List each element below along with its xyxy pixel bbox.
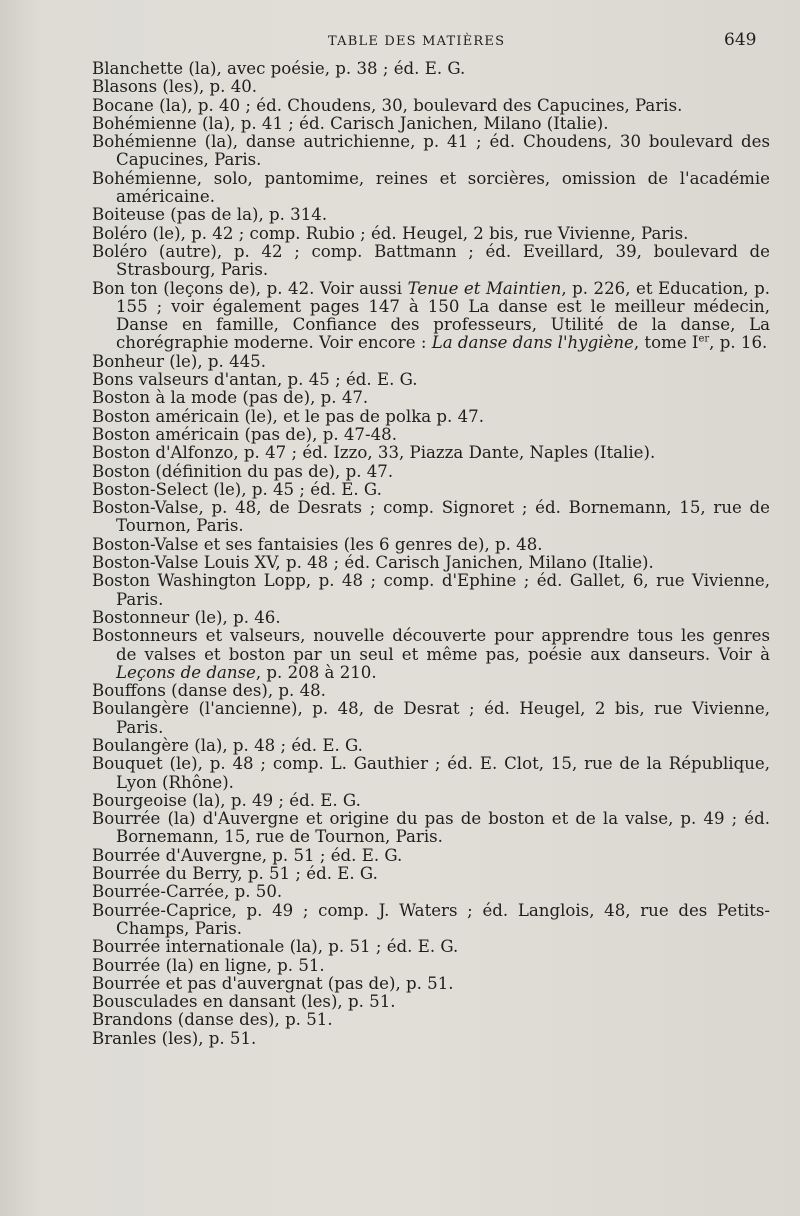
entry-text: Boston américain (pas de), p. 47-48. <box>92 424 397 444</box>
index-entry <box>92 609 770 627</box>
entry-text: Bourrée et pas d'auvergnat (pas de), p. 51. <box>92 973 454 993</box>
index-entry <box>92 957 770 975</box>
index-entry <box>92 682 770 700</box>
entry-text: Bohémienne (la), danse autrichienne, p. 41 ; éd. Choudens, 30 boulevard des Capucines, Paris. <box>92 132 770 170</box>
index-entry <box>92 444 770 462</box>
entry-text: Bohémienne (la), p. 41 ; éd. Carisch Janichen, Milano (Italie). <box>92 113 609 133</box>
page-header <box>0 30 800 52</box>
entry-text: Boston-Valse, p. 48, de Desrats ; comp. Signoret ; éd. Bornemann, 15, rue de Tournon, Paris. <box>92 498 770 536</box>
index-entry <box>92 627 770 682</box>
index-entry <box>92 865 770 883</box>
index-entry <box>92 847 770 865</box>
index-entry <box>92 481 770 499</box>
index-entry <box>92 243 770 280</box>
entry-italic-title: Leçons de danse <box>116 662 256 682</box>
index-entry <box>92 737 770 755</box>
entry-text: Branles (les), p. 51. <box>92 1028 257 1048</box>
entry-text: Brandons (danse des), p. 51. <box>92 1010 333 1030</box>
entry-text: Bonheur (le), p. 445. <box>92 351 267 371</box>
index-entries <box>92 60 770 1048</box>
index-entry <box>92 536 770 554</box>
index-entry <box>92 225 770 243</box>
index-entry <box>92 280 770 353</box>
entry-text: Bocane (la), p. 40 ; éd. Choudens, 30, boulevard des Capucines, Paris. <box>92 95 683 115</box>
entry-text: , p. 208 à 210. <box>255 662 377 682</box>
entry-text: Boiteuse (pas de la), p. 314. <box>92 205 328 225</box>
index-entry <box>92 792 770 810</box>
entry-text: Blasons (les), p. 40. <box>92 77 258 97</box>
entry-text: Bostonneurs et valseurs, nouvelle découverte pour apprendre tous les genres de valses et boston par un seul et même pas, poésie aux danseurs. Voir à <box>92 626 770 664</box>
entry-text: Boston Washington Lopp, p. 48 ; comp. d'Ephine ; éd. Gallet, 6, rue Vivienne, Paris. <box>92 571 770 609</box>
entry-text: Bourrée du Berry, p. 51 ; éd. E. G. <box>92 864 378 884</box>
index-entry <box>92 353 770 371</box>
entry-superscript: er <box>698 333 710 345</box>
index-entry <box>92 700 770 737</box>
index-entry <box>92 554 770 572</box>
index-entry <box>92 115 770 133</box>
entry-text: Boléro (autre), p. 42 ; comp. Battmann ; éd. Eveillard, 39, boulevard de Strasbourg, Paris. <box>92 241 770 280</box>
entry-text: , p. 226, et Education, p. 155 ; voir également pages 147 à 150 La danse est le meilleur médecin, Danse en famille, Confiance des professeurs, Utilité de la danse, La chorégraphie moderne. Voir encore : <box>116 278 770 353</box>
entry-text: Bourrée-Caprice, p. 49 ; comp. J. Waters ; éd. Langlois, 48, rue des Petits-Champs, Paris. <box>92 900 770 938</box>
entry-italic-title: La danse dans l'hygiène <box>431 333 634 353</box>
entry-italic-title: Tenue et Maintien <box>407 278 562 298</box>
index-entry <box>92 938 770 956</box>
entry-text: Blanchette (la), avec poésie, p. 38 ; éd. E. G. <box>92 59 466 78</box>
index-entry <box>92 1011 770 1029</box>
index-entry <box>92 97 770 115</box>
entry-text: Bons valseurs d'antan, p. 45 ; éd. E. G. <box>92 370 418 390</box>
index-entry <box>92 810 770 847</box>
index-entry <box>92 60 770 78</box>
index-entry <box>92 975 770 993</box>
index-entry <box>92 755 770 792</box>
entry-text: Boston à la mode (pas de), p. 47. <box>92 388 369 408</box>
index-entry <box>92 170 770 207</box>
index-entry <box>92 206 770 224</box>
running-title: TABLE DES MATIÈRES <box>328 34 506 49</box>
entry-text: Boston-Valse Louis XV, p. 48 ; éd. Carisch Janichen, Milano (Italie). <box>92 553 654 573</box>
entry-text: Boston d'Alfonzo, p. 47 ; éd. Izzo, 33, Piazza Dante, Naples (Italie). <box>92 443 656 463</box>
entry-text: Boulangère (l'ancienne), p. 48, de Desrat ; éd. Heugel, 2 bis, rue Vivienne, Paris. <box>92 699 770 737</box>
entry-text: Bourrée-Carrée, p. 50. <box>92 882 283 902</box>
entry-text: Bouquet (le), p. 48 ; comp. L. Gauthier ; éd. E. Clot, 15, rue de la République, Lyon (Rhône). <box>92 754 770 792</box>
entry-text: Bon ton (leçons de), p. 42. Voir aussi <box>92 278 408 298</box>
entry-text: Bourrée (la) d'Auvergne et origine du pas de boston et de la valse, p. 49 ; éd. Bornemann, 15, rue de Tournon, Paris. <box>92 809 770 847</box>
entry-text: Bohémienne, solo, pantomime, reines et sorcières, omission de l'académie américaine. <box>92 168 770 207</box>
index-entry <box>92 426 770 444</box>
entry-text: Bousculades en dansant (les), p. 51. <box>92 992 396 1012</box>
entry-text: Boston-Valse et ses fantaisies (les 6 genres de), p. 48. <box>92 534 543 554</box>
entry-text: Bourrée internationale (la), p. 51 ; éd. E. G. <box>92 937 459 957</box>
entry-text: Boléro (le), p. 42 ; comp. Rubio ; éd. Heugel, 2 bis, rue Vivienne, Paris. <box>92 223 689 243</box>
entry-text: , tome I <box>633 333 699 353</box>
index-entry <box>92 371 770 389</box>
index-entry <box>92 499 770 536</box>
index-entry <box>92 993 770 1011</box>
index-entry <box>92 463 770 481</box>
entry-text: Bostonneur (le), p. 46. <box>92 607 281 627</box>
entry-text: , p. 16. <box>709 333 768 353</box>
index-entry <box>92 408 770 426</box>
entry-text: Boston (définition du pas de), p. 47. <box>92 461 394 481</box>
entry-text: Boston américain (le), et le pas de polka p. 47. <box>92 406 484 426</box>
entry-text: Bourgeoise (la), p. 49 ; éd. E. G. <box>92 790 361 810</box>
entry-text: Bourrée (la) en ligne, p. 51. <box>92 955 325 975</box>
index-entry <box>92 133 770 170</box>
index-entry <box>92 572 770 609</box>
entry-text: Boston-Select (le), p. 45 ; éd. E. G. <box>92 479 382 499</box>
index-entry <box>92 1030 770 1048</box>
entry-text: Boulangère (la), p. 48 ; éd. E. G. <box>92 735 363 755</box>
index-entry <box>92 883 770 901</box>
page-number: 649 <box>724 30 757 50</box>
index-entry <box>92 902 770 939</box>
index-entry <box>92 389 770 407</box>
index-entry <box>92 78 770 96</box>
entry-text: Bouffons (danse des), p. 48. <box>92 681 326 701</box>
entry-text: Bourrée d'Auvergne, p. 51 ; éd. E. G. <box>92 845 403 865</box>
